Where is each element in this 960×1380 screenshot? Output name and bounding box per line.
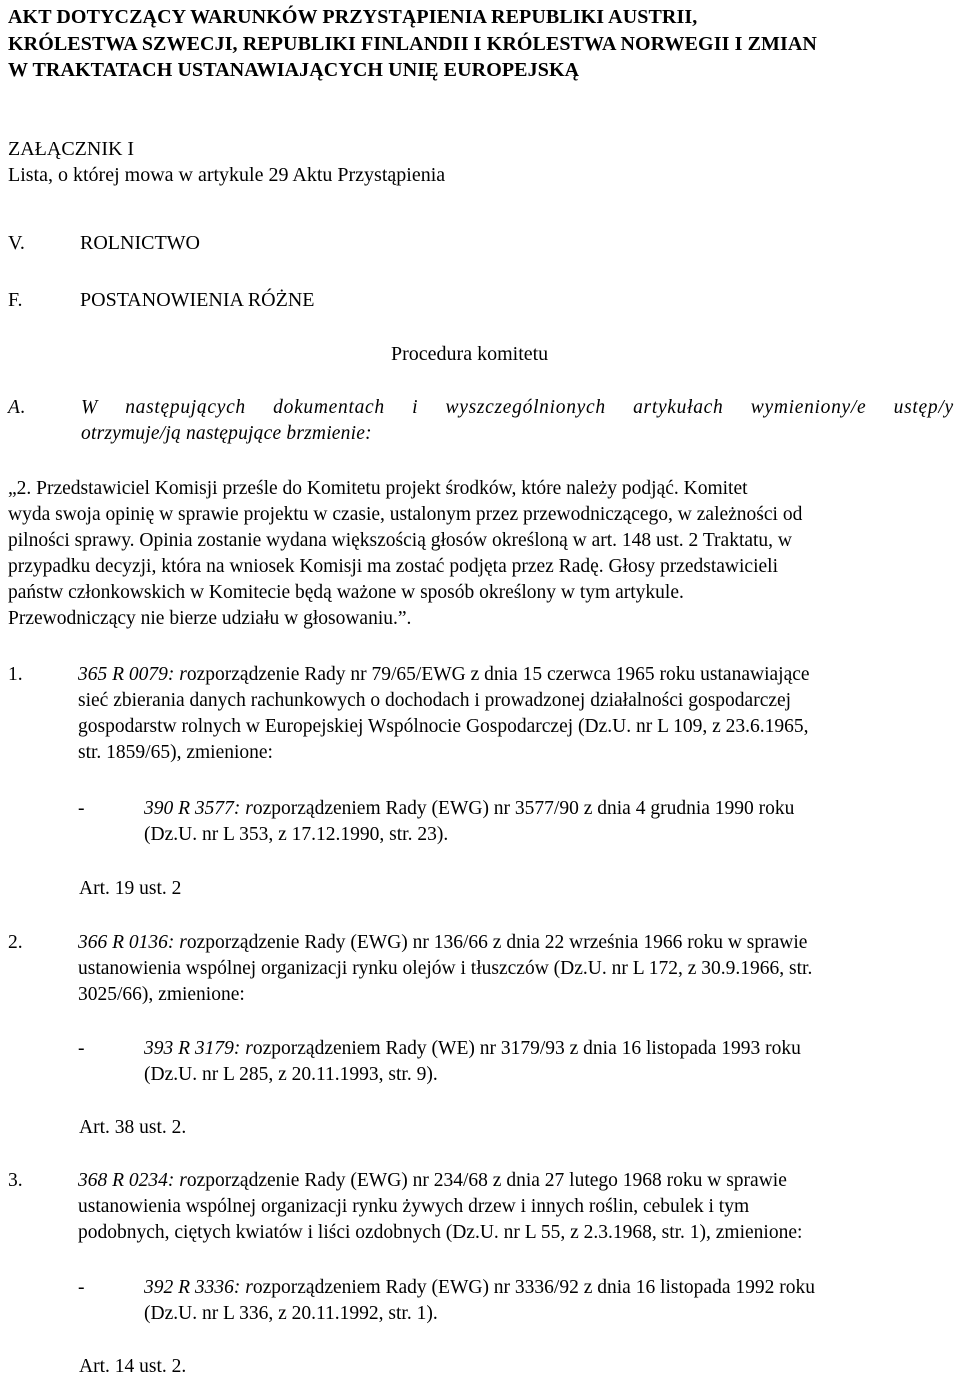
regulation-reference: 365 R 0079: r (78, 664, 187, 685)
amendment-dash: - (78, 1277, 85, 1298)
section-v-label: ROLNICTWO (80, 232, 200, 254)
point-a-label: A. (8, 397, 27, 418)
amendment-line: (Dz.U. nr L 336, z 20.11.1992, str. 1). (144, 1303, 438, 1324)
point-a-line-1 (81, 395, 954, 421)
item-number: 2. (8, 932, 23, 953)
quote-line-3: pilności sprawy. Opinia zostanie wydana większością głosów określoną w art. 148 ust. 2 Traktatu, w (8, 530, 793, 551)
point-a-text-1: W następujących dokumentach i wyszczególnionych artykułach wymieniony/e ustęp/y (81, 397, 954, 418)
item-number: 3. (8, 1170, 23, 1191)
article-reference: Art. 19 ust. 2 (79, 878, 182, 899)
section-f-label: POSTANOWIENIA RÓŻNE (80, 289, 315, 311)
amendment-line: 390 R 3577: rozporządzeniem Rady (EWG) nr 3577/90 z dnia 4 grudnia 1990 roku (144, 798, 795, 819)
quote-line-6: Przewodniczący nie bierze udziału w głosowaniu.”. (8, 608, 412, 629)
item-line: ustanowienia wspólnej organizacji rynku żywych drzew i innych roślin, cebulek i tym (78, 1196, 750, 1217)
regulation-reference: 366 R 0136: r (78, 932, 187, 953)
quote-line-5: państw członkowskich w Komitecie będą ważone w sposób określony w tym artykule. (8, 582, 684, 603)
section-f-number: F. (8, 289, 23, 311)
section-f-heading (8, 286, 954, 314)
amendment-line: (Dz.U. nr L 353, z 17.12.1990, str. 23). (144, 824, 449, 845)
article-reference: Art. 38 ust. 2. (79, 1117, 187, 1138)
quote-line-4: przypadku decyzji, która na wniosek Komisji ma zostać podjęta przez Radę. Głosy przedstawicieli (8, 556, 778, 577)
amendment-reference: 393 R 3179: r (144, 1038, 253, 1059)
item-line: 368 R 0234: rozporządzenie Rady (EWG) nr 234/68 z dnia 27 lutego 1968 roku w sprawie (78, 1170, 787, 1191)
amendment-line: 393 R 3179: rozporządzeniem Rady (WE) nr 3179/93 z dnia 16 listopada 1993 roku (144, 1038, 801, 1059)
amendment-dash: - (78, 1038, 85, 1059)
annex-subtitle: Lista, o której mowa w artykule 29 Aktu Przystąpienia (8, 164, 446, 186)
amendment-reference: 390 R 3577: r (144, 798, 253, 819)
item-line: sieć zbierania danych rachunkowych o dochodach i prowadzonej działalności gospodarczej (78, 690, 792, 711)
item-line: ustanowienia wspólnej organizacji rynku olejów i tłuszczów (Dz.U. nr L 172, z 30.9.1966, str. (78, 958, 813, 979)
regulation-reference: 368 R 0234: r (78, 1170, 187, 1191)
item-line: 365 R 0079: rozporządzenie Rady nr 79/65/EWG z dnia 15 czerwca 1965 roku ustanawiające (78, 664, 810, 685)
quote-line-1: „2. Przedstawiciel Komisji prześle do Komitetu projekt środków, które należy podjąć. Komitet (8, 478, 748, 499)
item-number: 1. (8, 664, 23, 685)
section-v-number: V. (8, 232, 25, 254)
item-line: 366 R 0136: rozporządzenie Rady (EWG) nr 136/66 z dnia 22 września 1966 roku w sprawie (78, 932, 808, 953)
section-v-heading (8, 229, 954, 257)
quoted-paragraph (8, 476, 954, 632)
point-a-line-2: otrzymuje/ją następujące brzmienie: (81, 423, 372, 444)
item-line: 3025/66), zmienione: (78, 984, 245, 1005)
procedure-heading: Procedura komitetu (391, 343, 549, 365)
amendment-line: (Dz.U. nr L 285, z 20.11.1993, str. 9). (144, 1064, 438, 1085)
amendment-line: 392 R 3336: rozporządzeniem Rady (EWG) nr 3336/92 z dnia 16 listopada 1992 roku (144, 1277, 815, 1298)
amendment-dash: - (78, 798, 85, 819)
article-reference: Art. 14 ust. 2. (79, 1356, 187, 1377)
title-line-1: AKT DOTYCZĄCY WARUNKÓW PRZYSTĄPIENIA REPUBLIKI AUSTRII, (8, 6, 698, 28)
quote-line-2: wyda swoja opinię w sprawie projektu w czasie, ustalonym przez przewodniczącego, w zależności od (8, 504, 803, 525)
item-line: podobnych, ciętych kwiatów i liści ozdobnych (Dz.U. nr L 55, z 2.3.1968, str. 1), zmienione: (78, 1222, 803, 1243)
title-line-2: KRÓLESTWA SZWECJI, REPUBLIKI FINLANDII I KRÓLESTWA NORWEGII I ZMIAN (8, 32, 817, 55)
document-title (8, 4, 954, 84)
amendment-reference: 392 R 3336: r (144, 1277, 253, 1298)
item-line: str. 1859/65), zmienione: (78, 742, 273, 763)
annex-title: ZAŁĄCZNIK I (8, 138, 135, 160)
title-line-3: W TRAKTATACH USTANAWIAJĄCYCH UNIĘ EUROPEJSKĄ (8, 59, 580, 81)
item-line: gospodarstw rolnych w Europejskiej Wspólnocie Gospodarczej (Dz.U. nr L 109, z 23.6.1965, (78, 716, 809, 737)
